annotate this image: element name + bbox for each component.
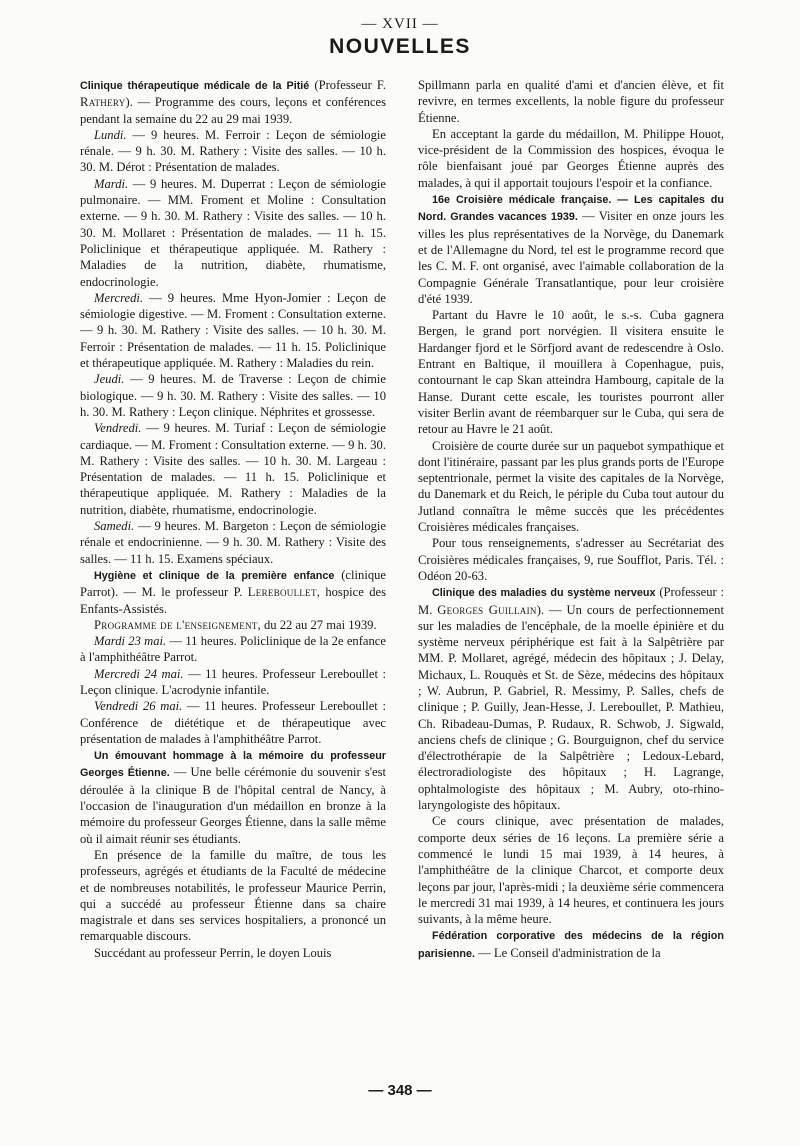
- section-title: NOUVELLES: [329, 35, 471, 58]
- left-column: [80, 77, 386, 961]
- federation-paragraph: Fédération corporative des médecins de la région parisienne. — Le Conseil d'administration de la: [418, 930, 724, 960]
- hommage-heading: Un émouvant hommage à la mémoire du professeur Georges Étienne.: [80, 750, 386, 780]
- nerveux-heading: Clinique des maladies du système nerveux: [432, 587, 656, 600]
- nerveux-paragraph: Ce cours clinique, avec présentation de malades, comporte deux séries de 16 leçons. La première série a commencé le lundi 15 mai 1939, à 14 heures, à l'amphithéâtre de la clinique Charcot, et comporte deux leçons par jour, l'après-midi ; la deuxième série commencera le mercredi 31 mai 1939, à 14 heures, et continuera les jours suivants, à la même heure.: [418, 814, 724, 927]
- croisiere-heading: 16e Croisière médicale française. — Les capitales du Nord. Grandes vacances 1939.: [418, 194, 724, 224]
- schedule-day: Mardi 23 mai. — 11 heures. Policlinique de la 2e enfance à l'amphithéâtre Parrot.: [80, 634, 386, 665]
- pitie-heading: Clinique thérapeutique médicale de la Pitié: [80, 80, 310, 92]
- hommage-paragraph: Un émouvant hommage à la mémoire du professeur Georges Étienne. — Une belle cérémonie du souvenir s'est déroulée à la clinique B de l'hôpital central de Nancy, à l'occasion de l'inauguration d'un médaillon en bronze à la mémoire du professeur Georges Étienne, dans la salle même où il aimait réunir ses étudiants.: [80, 750, 386, 846]
- page-folio: — 348 —: [368, 1082, 432, 1099]
- hommage-paragraph: En présence de la famille du maître, de tous les professeurs, agrégés et étudiants de la Faculté de médecine et de nombreuses notabilités, le professeur Maurice Perrin, qui a succédé au professeur Étienne dans sa chaire magistrale et dans ses services hospitaliers, a prononcé un remarquable discours.: [80, 847, 386, 944]
- hommage-paragraph: En acceptant la garde du médaillon, M. Philippe Houot, vice-président de la Commission des hospices, évoqua le rôle bienfaisant joué par Georges Étienne auprès des malades, à qui il apportait toujours l'espoir et la confiance.: [418, 126, 724, 190]
- page-header: [0, 16, 800, 59]
- schedule-day: Jeudi. — 9 heures. M. de Traverse : Leçon de chimie biologique. — 9 h. 30. M. Rathery : Visite des salles. — 10 h. 30. M. Rathery : Leçon clinique. Néphrites et grossesse.: [80, 372, 386, 419]
- hygiene-program: Programme de l'enseignement, du 22 au 27 mai 1939.: [94, 617, 377, 632]
- pitie-intro: Clinique thérapeutique médicale de la Pitié (Professeur F. Rathery). — Programme des cours, leçons et conférences pendant la semaine du 22 au 29 mai 1939.: [80, 78, 386, 126]
- schedule-day: Mardi. — 9 heures. M. Duperrat : Leçon de sémiologie pulmonaire. — MM. Froment et Moline : Consultation externe. — 9 h. 30. M. Rathery : Visite des salles. — 10 h. 30. M. Mollaret : Présentation de malades. — 11 h. 15. Policlinique et thérapeutique appliquée. M. Rathery : Maladies de la nutrition, diabète, rhumatisme, endocrinologie.: [80, 176, 386, 289]
- croisiere-paragraph: 16e Croisière médicale française. — Les capitales du Nord. Grandes vacances 1939. — Visiter en onze jours les villes les plus représentatives de la Norvège, du Danemark et de l'Allemagne du Nord, tel est le programme record que les C. M. F. ont organisé, avec l'aimable collaboration de la Compagnie Générale Transatlantique, pour leur croisière d'été 1939.: [418, 194, 724, 306]
- hygiene-heading: Hygiène et clinique de la première enfance: [94, 569, 335, 582]
- schedule-day: Mercredi 24 mai. — 11 heures. Professeur Lereboullet : Leçon clinique. L'acrodynie infantile.: [80, 666, 386, 697]
- federation-heading: Fédération corporative des médecins de la région parisienne.: [418, 930, 724, 960]
- schedule-day: Samedi. — 9 heures. M. Bargeton : Leçon de sémiologie rénale et endocrinienne. — 9 h. 30. M. Rathery : Visite des salles. — 11 h. 15. Examens spéciaux.: [80, 519, 386, 566]
- roman-page-number: — XVII —: [361, 16, 439, 32]
- hommage-paragraph: Succédant au professeur Perrin, le doyen Louis: [94, 945, 332, 960]
- croisiere-paragraph: Pour tous renseignements, s'adresser au Secrétariat des Croisières médicales françaises, 9, rue Soufflot, Paris. Tél. : Odéon 20-63.: [418, 536, 724, 583]
- hygiene-intro: Hygiène et clinique de la première enfance (clinique Parrot). — M. le professeur P. Lereboullet, hospice des Enfants-Assistés.: [80, 567, 386, 616]
- schedule-day: Mercredi. — 9 heures. Mme Hyon-Jomier : Leçon de sémiologie digestive. — M. Froment : Consultation externe. — 9 h. 30. M. Rathery : Visite des salles. — 10 h. 30. M. Ferroir : Présentation de malades. — 11 h. 15. Policlinique et thérapeutique appliquée. M. Rathery : Maladies du rein.: [80, 290, 386, 371]
- hommage-paragraph: Spillmann parla en qualité d'ami et d'ancien élève, et fit revivre, en termes excellents, la noble figure du professeur Étienne.: [418, 78, 724, 125]
- nerveux-paragraph: Clinique des maladies du système nerveux (Professeur : M. Georges Guillain). — Un cours de perfectionnement sur les maladies de l'encéphale, de la moelle épinière et du système nerveux périphérique est fait à la Salpêtrière par MM. P. Mollaret, agrégé, médecin des hôpitaux ; J. Delay, Michaux, L. Rouquès et St. de Sèze, médecins des hôpitaux ; W. Aubrun, P. Gabriel, R. Messimy, P. Salles, chefs de clinique ; P. Guilly, Jean-Hesse, J. Lereboullet, P. Mathieu, Ch. Ribadeau-Dumas, P. Rudaux, R. Schwob, J. Sigwald, anciens chefs de clinique ; G. Bourguignon, chef du service d'électrothérapie de la Salpêtrière ; Ledoux-Lebard, électroradiologiste des hôpitaux ; H. Lagrange, ophtalmologiste des hôpitaux ; M. Aubry, oto-rhino-laryngologiste des hôpitaux.: [418, 585, 724, 813]
- text-columns: [80, 77, 724, 1067]
- schedule-day: Vendredi. — 9 heures. M. Turiaf : Leçon de sémiologie cardiaque. — M. Froment : Consultation externe. — 9 h. 30. M. Rathery : Visite des salles. — 10 h. 30. M. Largeau : Présentation de malades. — 11 h. 15. Policlinique et thérapeutique appliquée. M. Rathery : Maladies de la nutrition, diabète, rhumatisme, endocrinologie.: [80, 421, 386, 517]
- right-column: [418, 77, 724, 962]
- croisiere-paragraph: Croisière de courte durée sur un paquebot sympathique et dont l'itinéraire, passant par les plus grands ports de l'Europe septentrionale, permet la visite des capitales de la Norvège, du Danemark et du Reich, le périple du Cuba tout autour du Jutland connaîtra le même succès que les précédentes Croisières médicales françaises.: [418, 438, 725, 535]
- schedule-day: Vendredi 26 mai. — 11 heures. Professeur Lereboullet : Conférence de diététique et de thérapeutique avec présentation de malades à l'amphithéâtre Parrot.: [80, 699, 386, 746]
- schedule-day: Lundi. — 9 heures. M. Ferroir : Leçon de sémiologie rénale. — 9 h. 30. M. Rathery : Visite des salles. — 10 h. 30. M. Dérot : Présentation de malades.: [80, 127, 386, 175]
- croisiere-paragraph: Partant du Havre le 10 août, le s.-s. Cuba gagnera Bergen, le grand port norvégien. Il visitera ensuite le Hardanger fjord et le Sörfjord avant de redescendre à Oslo. Entrant en Baltique, il mouillera à Copenhague, puis, contournant le cap Skan atteindra Hambourg, capitale de la Hanse. Durant cette escale, les touristes pourront aller visiter Berlin avant de réembarquer sur le Cuba, qui sera de retour au Havre le 21 août.: [418, 308, 724, 437]
